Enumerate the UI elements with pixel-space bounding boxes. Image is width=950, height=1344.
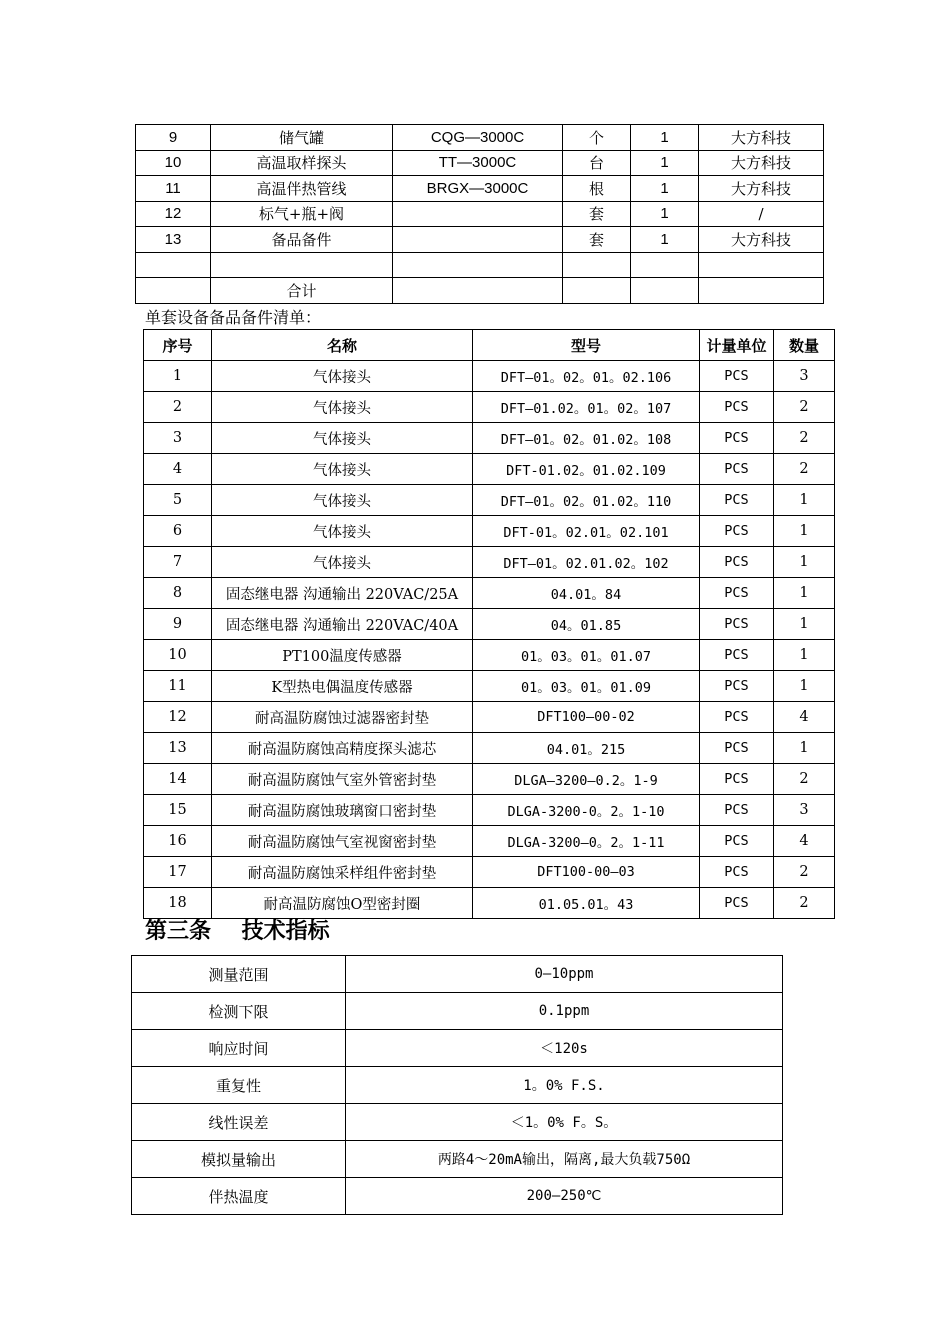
spare-part-row-cell: PCS xyxy=(700,764,774,795)
spare-part-row-cell: PCS xyxy=(700,671,774,702)
equipment-row-cell: 1 xyxy=(631,201,699,227)
equipment-row xyxy=(136,278,824,304)
spare-part-row-cell: DFT100-00—03 xyxy=(473,857,700,888)
spare-part-row xyxy=(144,826,835,857)
equipment-row-cell xyxy=(563,278,631,304)
spare-part-row-cell: 1 xyxy=(774,516,835,547)
spare-part-row-cell: 固态继电器 沟通输出 220VAC/25A xyxy=(212,578,473,609)
tech-spec-row xyxy=(132,993,783,1030)
spare-part-row-cell: PCS xyxy=(700,454,774,485)
equipment-row-cell: 大方科技 xyxy=(699,176,824,202)
spare-part-row-cell: 4 xyxy=(774,702,835,733)
equipment-row-cell: 高温伴热管线 xyxy=(211,176,393,202)
equipment-row-cell xyxy=(136,278,211,304)
spare-part-row-cell: 10 xyxy=(144,640,212,671)
spare-part-row-cell: 2 xyxy=(774,857,835,888)
spare-part-row xyxy=(144,485,835,516)
spare-part-row-cell: 4 xyxy=(774,826,835,857)
spare-part-row-cell: PCS xyxy=(700,826,774,857)
tech-spec-row xyxy=(132,1067,783,1104)
tech-spec-row-cell: 重复性 xyxy=(132,1067,346,1104)
tech-spec-row xyxy=(132,1104,783,1141)
spare-part-row-cell: 4 xyxy=(144,454,212,485)
spare-part-row-cell: 1 xyxy=(144,361,212,392)
spare-part-row xyxy=(144,423,835,454)
equipment-row xyxy=(136,201,824,227)
spare-parts-table-body xyxy=(144,361,835,919)
equipment-row-cell: 1 xyxy=(631,125,699,151)
spare-part-row-cell: 04。01.85 xyxy=(473,609,700,640)
tech-specs-table xyxy=(131,955,783,1215)
equipment-row-cell: 高温取样探头 xyxy=(211,150,393,176)
spare-parts-caption: 单套设备备品备件清单： xyxy=(145,308,322,327)
equipment-row-cell: 1 xyxy=(631,227,699,253)
spare-part-row xyxy=(144,733,835,764)
equipment-row-cell: 大方科技 xyxy=(699,227,824,253)
tech-spec-row-cell: 模拟量输出 xyxy=(132,1141,346,1178)
spare-part-row-cell: PCS xyxy=(700,423,774,454)
spare-part-row-cell: 2 xyxy=(774,764,835,795)
spare-part-row-cell: PCS xyxy=(700,485,774,516)
spare-part-row-cell: 2 xyxy=(774,423,835,454)
spare-part-row-cell: PCS xyxy=(700,609,774,640)
spare-part-row xyxy=(144,609,835,640)
spare-part-row-cell: 2 xyxy=(774,888,835,919)
spare-part-row-cell: 01.05.01。43 xyxy=(473,888,700,919)
spare-part-row-cell: 3 xyxy=(144,423,212,454)
equipment-row-cell: 套 xyxy=(563,227,631,253)
equipment-row-cell: CQG—3000C xyxy=(393,125,563,151)
equipment-row-cell: TT—3000C xyxy=(393,150,563,176)
equipment-row-cell: 台 xyxy=(563,150,631,176)
spare-part-row-cell: 气体接头 xyxy=(212,547,473,578)
spare-part-row-cell: 01。03。01。01.09 xyxy=(473,671,700,702)
equipment-row-cell: 套 xyxy=(563,201,631,227)
spare-part-row-cell: 1 xyxy=(774,733,835,764)
header-model: 型号 xyxy=(473,330,700,361)
spare-part-row xyxy=(144,795,835,826)
spare-part-row-cell: PCS xyxy=(700,702,774,733)
spare-part-row-cell: 12 xyxy=(144,702,212,733)
spare-part-row-cell: 气体接头 xyxy=(212,423,473,454)
tech-spec-row-cell: 1。0% F.S. xyxy=(346,1067,783,1104)
tech-spec-row-cell: 检测下限 xyxy=(132,993,346,1030)
spare-part-row-cell: PCS xyxy=(700,516,774,547)
equipment-row-cell: 合计 xyxy=(211,278,393,304)
header-index: 序号 xyxy=(144,330,212,361)
equipment-row-cell: / xyxy=(699,201,824,227)
spare-part-row-cell: 5 xyxy=(144,485,212,516)
equipment-row xyxy=(136,227,824,253)
spare-part-row-cell: 耐高温防腐蚀玻璃窗口密封垫 xyxy=(212,795,473,826)
spare-part-row-cell: 17 xyxy=(144,857,212,888)
spare-part-row-cell: 3 xyxy=(774,361,835,392)
spare-part-row-cell: 耐高温防腐蚀O型密封圈 xyxy=(212,888,473,919)
spare-part-row-cell: DLGA-3200-0。2。1-10 xyxy=(473,795,700,826)
spare-part-row xyxy=(144,764,835,795)
equipment-row-cell: 13 xyxy=(136,227,211,253)
equipment-row-cell xyxy=(393,278,563,304)
spare-part-row xyxy=(144,640,835,671)
spare-part-row xyxy=(144,516,835,547)
spare-part-row-cell: PCS xyxy=(700,795,774,826)
equipment-row-cell xyxy=(699,252,824,278)
spare-part-row-cell: 耐高温防腐蚀过滤器密封垫 xyxy=(212,702,473,733)
tech-spec-row-cell: 两路4～20mA输出，隔离,最大负载750Ω xyxy=(346,1141,783,1178)
equipment-row-cell: 11 xyxy=(136,176,211,202)
spare-part-row-cell: 耐高温防腐蚀高精度探头滤芯 xyxy=(212,733,473,764)
equipment-table-body xyxy=(136,125,824,304)
spare-part-row-cell: 04.01。215 xyxy=(473,733,700,764)
spare-part-row-cell: DFT100—00-02 xyxy=(473,702,700,733)
tech-spec-row-cell: ＜120s xyxy=(346,1030,783,1067)
spare-part-row-cell: DFT—01。02。01.02。108 xyxy=(473,423,700,454)
spare-part-row xyxy=(144,392,835,423)
spare-part-row-cell: 耐高温防腐蚀采样组件密封垫 xyxy=(212,857,473,888)
spare-part-row xyxy=(144,547,835,578)
equipment-row xyxy=(136,176,824,202)
equipment-row-cell xyxy=(393,252,563,278)
spare-part-row-cell: 8 xyxy=(144,578,212,609)
spare-part-row-cell: 气体接头 xyxy=(212,485,473,516)
spare-part-row xyxy=(144,857,835,888)
spare-part-row-cell: 11 xyxy=(144,671,212,702)
spare-part-row xyxy=(144,454,835,485)
equipment-row-cell: 9 xyxy=(136,125,211,151)
spare-part-row-cell: 气体接头 xyxy=(212,392,473,423)
spare-part-row-cell: 14 xyxy=(144,764,212,795)
spare-part-row xyxy=(144,578,835,609)
spare-part-row-cell: PCS xyxy=(700,888,774,919)
spare-part-row-cell: DFT—01。02。01.02。110 xyxy=(473,485,700,516)
header-quantity: 数量 xyxy=(774,330,835,361)
equipment-row-cell: 1 xyxy=(631,176,699,202)
equipment-row-cell xyxy=(211,252,393,278)
spare-part-row-cell: 01。03。01。01.07 xyxy=(473,640,700,671)
equipment-row xyxy=(136,125,824,151)
spare-part-row-cell: 2 xyxy=(774,454,835,485)
equipment-row-cell: 12 xyxy=(136,201,211,227)
spare-part-row-cell: PCS xyxy=(700,361,774,392)
tech-spec-row-cell: 线性误差 xyxy=(132,1104,346,1141)
tech-spec-row-cell: 0.1ppm xyxy=(346,993,783,1030)
spare-part-row-cell: DFT—01.02。01。02。107 xyxy=(473,392,700,423)
equipment-row-cell xyxy=(136,252,211,278)
spare-part-row-cell: 气体接头 xyxy=(212,361,473,392)
tech-specs-table-body xyxy=(132,956,783,1215)
spare-part-row-cell: DFT-01。02.01。02.101 xyxy=(473,516,700,547)
header-unit: 计量单位 xyxy=(700,330,774,361)
spare-part-row xyxy=(144,671,835,702)
spare-part-row-cell: 固态继电器 沟通输出 220VAC/40A xyxy=(212,609,473,640)
spare-part-row-cell: DLGA—3200—0.2。1-9 xyxy=(473,764,700,795)
spare-part-row-cell: DFT—01。02.01.02。102 xyxy=(473,547,700,578)
equipment-row xyxy=(136,252,824,278)
tech-spec-row xyxy=(132,1178,783,1215)
spare-part-row-cell: PCS xyxy=(700,578,774,609)
spare-part-row xyxy=(144,361,835,392)
tech-spec-row-cell: 0—10ppm xyxy=(346,956,783,993)
spare-part-row-cell: 18 xyxy=(144,888,212,919)
section-heading: 第三条 技术指标 xyxy=(145,919,330,944)
equipment-row-cell: 10 xyxy=(136,150,211,176)
spare-part-row-cell: PCS xyxy=(700,392,774,423)
spare-part-row-cell: 1 xyxy=(774,640,835,671)
spare-part-row-cell: DFT—01。02。01。02.106 xyxy=(473,361,700,392)
tech-spec-row-cell: 测量范围 xyxy=(132,956,346,993)
spare-part-row-cell: 1 xyxy=(774,547,835,578)
equipment-row-cell: 大方科技 xyxy=(699,125,824,151)
spare-part-row-cell: 9 xyxy=(144,609,212,640)
tech-spec-row xyxy=(132,1141,783,1178)
spare-parts-header-row xyxy=(144,330,835,361)
tech-spec-row-cell: 伴热温度 xyxy=(132,1178,346,1215)
spare-part-row-cell: K型热电偶温度传感器 xyxy=(212,671,473,702)
tech-spec-row xyxy=(132,956,783,993)
spare-part-row-cell: 2 xyxy=(774,392,835,423)
equipment-row-cell xyxy=(699,278,824,304)
spare-part-row-cell: 1 xyxy=(774,609,835,640)
equipment-row-cell: 备品备件 xyxy=(211,227,393,253)
spare-part-row-cell: 04.01。84 xyxy=(473,578,700,609)
equipment-row-cell: 根 xyxy=(563,176,631,202)
spare-part-row-cell: 6 xyxy=(144,516,212,547)
spare-part-row-cell: PCS xyxy=(700,857,774,888)
equipment-row-cell xyxy=(631,278,699,304)
spare-part-row-cell: 1 xyxy=(774,578,835,609)
spare-parts-table xyxy=(143,329,835,919)
equipment-row-cell: 1 xyxy=(631,150,699,176)
tech-spec-row-cell: ＜1。0% F。S。 xyxy=(346,1104,783,1141)
spare-part-row-cell: 16 xyxy=(144,826,212,857)
equipment-row-cell: 标气+瓶+阀 xyxy=(211,201,393,227)
spare-part-row-cell: 气体接头 xyxy=(212,516,473,547)
spare-part-row-cell: 耐高温防腐蚀气室外管密封垫 xyxy=(212,764,473,795)
equipment-row-cell xyxy=(393,227,563,253)
header-name: 名称 xyxy=(212,330,473,361)
equipment-row-cell xyxy=(631,252,699,278)
equipment-row-cell: 储气罐 xyxy=(211,125,393,151)
equipment-row xyxy=(136,150,824,176)
spare-part-row-cell: 气体接头 xyxy=(212,454,473,485)
tech-spec-row xyxy=(132,1030,783,1067)
spare-part-row-cell: 耐高温防腐蚀气室视窗密封垫 xyxy=(212,826,473,857)
equipment-row-cell xyxy=(393,201,563,227)
spare-part-row-cell: 2 xyxy=(144,392,212,423)
spare-part-row-cell: PCS xyxy=(700,640,774,671)
tech-spec-row-cell: 响应时间 xyxy=(132,1030,346,1067)
spare-part-row-cell: 13 xyxy=(144,733,212,764)
equipment-table xyxy=(135,124,824,304)
spare-part-row-cell: 1 xyxy=(774,671,835,702)
equipment-row-cell: 大方科技 xyxy=(699,150,824,176)
spare-part-row-cell: PT100温度传感器 xyxy=(212,640,473,671)
spare-part-row-cell: 15 xyxy=(144,795,212,826)
spare-part-row xyxy=(144,702,835,733)
spare-part-row-cell: 7 xyxy=(144,547,212,578)
spare-part-row-cell: 3 xyxy=(774,795,835,826)
spare-part-row-cell: 1 xyxy=(774,485,835,516)
spare-part-row-cell: PCS xyxy=(700,733,774,764)
tech-spec-row-cell: 200—250℃ xyxy=(346,1178,783,1215)
spare-part-row-cell: DFT-01.02。01.02.109 xyxy=(473,454,700,485)
equipment-row-cell: BRGX—3000C xyxy=(393,176,563,202)
spare-part-row-cell: PCS xyxy=(700,547,774,578)
spare-part-row-cell: DLGA-3200—0。2。1-11 xyxy=(473,826,700,857)
equipment-row-cell xyxy=(563,252,631,278)
equipment-row-cell: 个 xyxy=(563,125,631,151)
